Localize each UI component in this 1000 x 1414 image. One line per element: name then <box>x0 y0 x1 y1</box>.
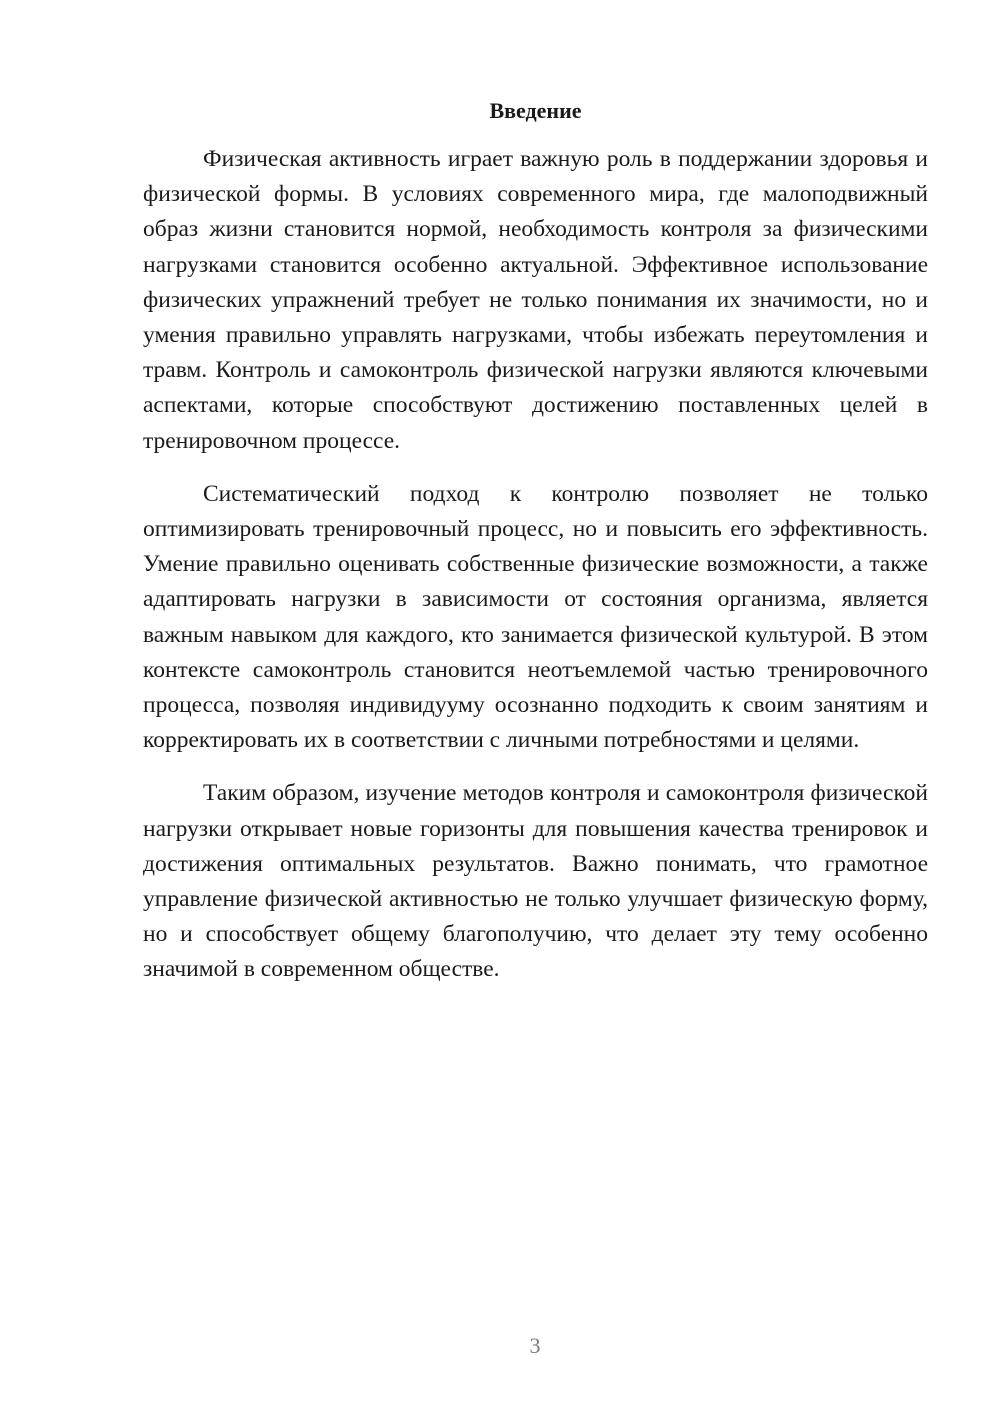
body-text <box>143 142 928 1006</box>
page-title: Введение <box>489 98 582 123</box>
paragraph-2: Систематический подход к контролю позволяет не только оптимизировать тренировочный процесс, но и повысить его эффективность. Умение правильно оценивать собственные физические возможности, а также адаптировать нагрузки в зависимости от состояния организма, является важным навыком для каждого, кто занимается физической культурой. В этом контексте самоконтроль становится неотъемлемой частью тренировочного процесса, позволяя индивидууму осознанно подходить к своим занятиям и корректировать их в соответствии с личными потребностями и целями. <box>143 480 928 754</box>
paragraph-1: Физическая активность играет важную роль в поддержании здоровья и физической формы. В условиях современного мира, где малоподвижный образ жизни становится нормой, необходимость контроля за физическими нагрузками становится особенно актуальной. Эффективное использование физических упражнений требует не только понимания их значимости, но и умения правильно управлять нагрузками, чтобы избежать переутомления и травм. Контроль и самоконтроль физической нагрузки являются ключевыми аспектами, которые способствуют достижению поставленных целей в тренировочном процессе. <box>143 146 928 454</box>
paragraph-3: Таким образом, изучение методов контроля и самоконтроля физической нагрузки открывает новые горизонты для повышения качества тренировок и достижения оптимальных результатов. Важно понимать, что грамотное управление физической активностью не только улучшает физическую форму, но и способствует общему благополучию, что делает эту тему особенно значимой в современном обществе. <box>143 780 928 983</box>
page-number: 3 <box>529 1333 541 1358</box>
